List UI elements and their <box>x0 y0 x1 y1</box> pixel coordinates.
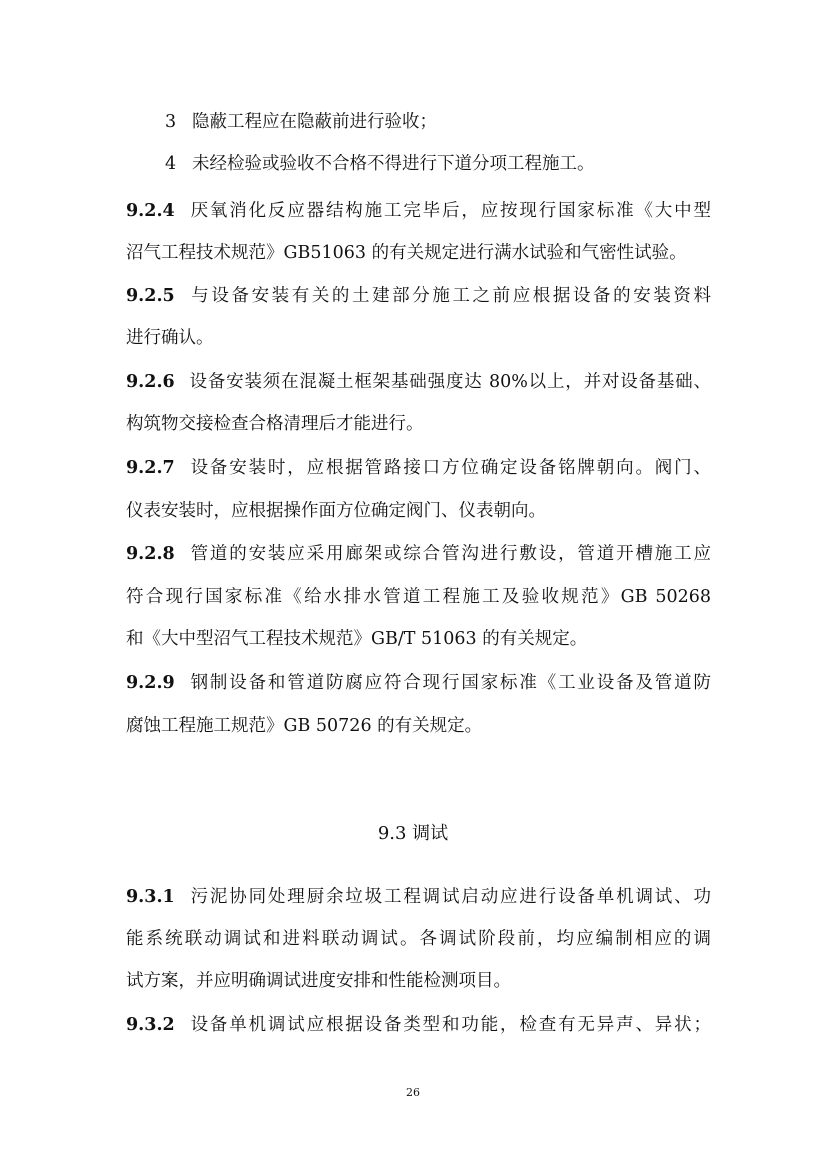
clause-9-2-8-line-3: 和《大中型沼气工程技术规范》GB/T 51063 的有关规定。 <box>126 629 588 649</box>
clause-9-2-5-line-1: 9.2.5 与设备安装有关的土建部分施工之前应根据设备的安装资料 <box>126 286 711 306</box>
clause-9-2-7-line-1: 9.2.7 设备安装时，应根据管路接口方位确定设备铭牌朝向。阀门、 <box>126 458 711 478</box>
clause-9-2-5-line-2: 进行确认。 <box>126 328 214 348</box>
clause-9-3-2-line-1: 9.3.2 设备单机调试应根据设备类型和功能，检查有无异声、异状； <box>126 1015 711 1035</box>
clause-number: 9.2.8 <box>126 544 175 564</box>
clause-9-2-4-line-1: 9.2.4 厌氧消化反应器结构施工完毕后，应按现行国家标准《大中型 <box>126 201 711 221</box>
clause-9-2-6-line-2: 构筑物交接检查合格清理后才能进行。 <box>126 414 424 434</box>
section-heading: 9.3 调试 <box>377 823 449 844</box>
clause-number: 9.3.2 <box>126 1015 175 1035</box>
clause-9-2-7-line-2: 仪表安装时，应根据操作面方位确定阀门、仪表朝向。 <box>126 501 546 521</box>
clause-9-2-6-line-1: 9.2.6 设备安装须在混凝土框架基础强度达 80%以上，并对设备基础、 <box>126 372 711 392</box>
clause-number: 9.3.1 <box>126 887 175 907</box>
clause-number: 9.2.7 <box>126 458 175 478</box>
clause-9-2-9-line-2: 腐蚀工程施工规范》GB 50726 的有关规定。 <box>126 716 483 736</box>
clause-9-2-8-line-2: 符合现行国家标准《给水排水管道工程施工及验收规范》GB 50268 <box>126 587 711 607</box>
clause-number: 9.2.9 <box>126 673 175 693</box>
list-item: 4 未经检验或验收不合格不得进行下道分项工程施工。 <box>165 154 595 174</box>
clause-number: 9.2.4 <box>126 201 175 221</box>
clause-number: 9.2.6 <box>126 372 175 392</box>
page-number: 26 <box>406 1086 420 1099</box>
clause-9-3-1-line-1: 9.3.1 污泥协同处理厨余垃圾工程调试启动应进行设备单机调试、功 <box>126 887 711 907</box>
clause-9-2-9-line-1: 9.2.9 钢制设备和管道防腐应符合现行国家标准《工业设备及管道防 <box>126 673 711 693</box>
clause-9-3-1-line-3: 试方案，并应明确调试进度安排和性能检测项目。 <box>126 971 511 991</box>
clause-number: 9.2.5 <box>126 286 175 306</box>
clause-9-3-1-line-2: 能系统联动调试和进料联动调试。各调试阶段前，均应编制相应的调 <box>126 929 711 949</box>
list-item: 3 隐蔽工程应在隐蔽前进行验收； <box>165 112 437 132</box>
clause-9-2-4-line-2: 沼气工程技术规范》GB51063 的有关规定进行满水试验和气密性试验。 <box>126 243 687 263</box>
clause-9-2-8-line-1: 9.2.8 管道的安装应采用廊架或综合管沟进行敷设，管道开槽施工应 <box>126 544 711 564</box>
